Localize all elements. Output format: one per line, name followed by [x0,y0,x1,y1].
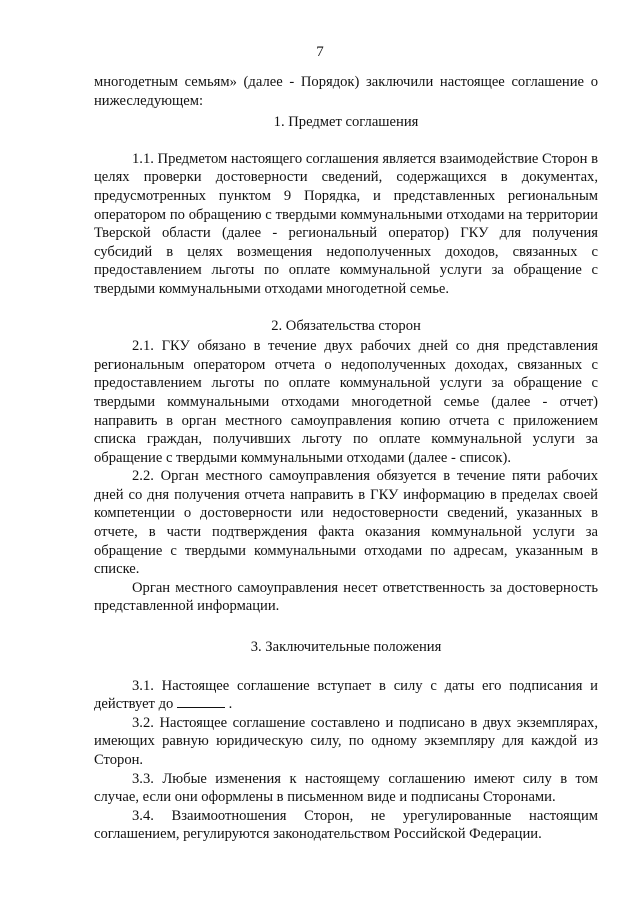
paragraph-3-4: 3.4. Взаимоотношения Сторон, не урегулированные настоящим соглашением, регулируются законодательством Российской Федерации. [94,807,598,843]
section-1-heading: 1. Предмет соглашения [273,114,419,131]
section-2-heading: 2. Обязательства сторон [271,317,421,334]
paragraph-3-3: 3.3. Любые изменения к настоящему соглашению имеют силу в том случае, если они оформлены в письменном виде и подписаны Сторонами. [94,770,598,806]
date-blank-line [177,695,225,708]
paragraph-2-3: Орган местного самоуправления несет ответственность за достоверность представленной информации. [94,579,598,615]
intro-paragraph: многодетным семьям» (далее - Порядок) заключили настоящее соглашение о нижеследующем: [94,74,598,109]
paragraph-1-1: 1.1. Предметом настоящего соглашения является взаимодействие Сторон в целях проверки достоверности сведений, содержащихся в документах, предусмотренных пунктом 9 Порядка, и представленных региональным оператором по обращению с твердыми коммунальными отходами на территории Тверской области (далее - региональный оператор) ГКУ для получения субсидий в целях возмещения недополученных доходов, связанных с предоставлением льготы по оплате коммунальной услуги за обращение с твердыми коммунальными отходами многодетной семье. [94,150,599,297]
paragraph-3-2: 3.2. Настоящее соглашение составлено и подписано в двух экземплярах, имеющих равную юридическую силу, по одному экземпляру для каждой из Сторон. [94,714,598,768]
paragraph-3-1-text: 3.1. Настоящее соглашение вступает в силу с даты его подписания и действует до [94,677,598,713]
paragraph-3-1: 3.1. Настоящее соглашение вступает в силу с даты его подписания и действует до . [94,677,598,713]
section-3-heading: 3. Заключительные положения [250,639,442,656]
document-body [94,73,598,844]
page-number: 7 [316,44,324,60]
paragraph-2-2: 2.2. Орган местного самоуправления обязуется в течение пяти рабочих дней со дня получения отчета направить в ГКУ информацию в пределах своей компетенции о достоверности или недостоверности сведений, указанных в отчете, в части подтверждения факта оказания коммунальной услуги за обращение с твердыми коммунальными отходами по адресам, указанным в списке. [94,468,598,578]
paragraph-2-1: 2.1. ГКУ обязано в течение двух рабочих дней со дня представления региональным оператором отчета о недополученных доходах, связанных с предоставлением льготы по оплате коммунальной услуги за обращение с твердыми коммунальными отходами многодетной семье (далее - отчет) направить в орган местного самоуправления копию отчета с приложением списка граждан, получивших льготу по оплате коммунальной услуги за обращение с твердыми коммунальными отходами (далее - список). [94,338,598,466]
